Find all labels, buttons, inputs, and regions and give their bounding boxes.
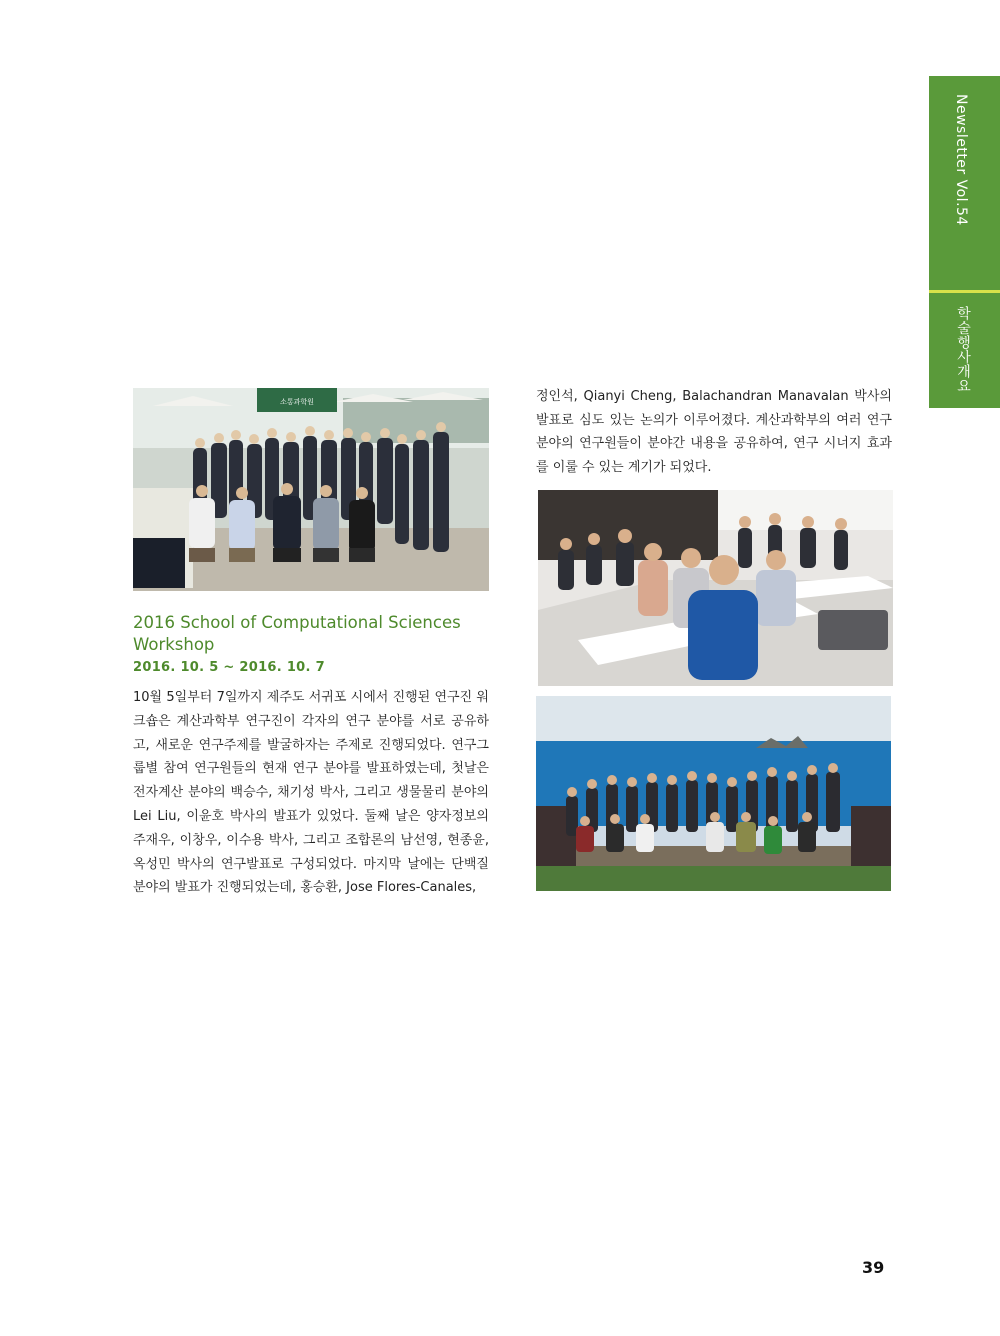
side-tab [929, 76, 1000, 408]
photo-lecture [538, 490, 893, 686]
side-tab-divider [929, 290, 1000, 293]
section-label: 학술행사개요 [955, 306, 971, 393]
newsletter-volume: Newsletter Vol.54 [953, 94, 969, 226]
article-title: 2016 School of Computational Sciences Workshop [133, 613, 461, 654]
article-body-left: 10월 5일부터 7일까지 제주도 서귀포 시에서 진행된 연구진 워크숍은 계산과학부 연구진이 각자의 연구 분야를 서로 공유하고, 새로운 연구주제를 발굴하자는 주제로 진행되었다. 연구그룹별 참여 연구원들의 현재 연구 분야를 발표하였는데, 첫날은 전자계산 분야의 백승수, 채기성 박사, 그리고 생물물리 분야의 Lei Liu, 이윤호 박사의 발표가 있었다. 둘째 날은 양자정보의 주재우, 이창우, 이수용 박사, 그리고 조합론의 남선영, 현종윤, 옥성민 박사의 연구발표로 구성되었다. 마지막 날에는 단백질 분야의 발표가 진행되었는데, 홍승환, Jose Flores-Canales, [133, 690, 489, 896]
indoor-banner-text: 소통과학원 [280, 398, 314, 406]
article-dates: 2016. 10. 5 ~ 2016. 10. 7 [133, 660, 325, 675]
photo-group-indoor [133, 388, 489, 591]
page-number: 39 [862, 1258, 885, 1277]
photo-seaside [536, 696, 891, 891]
article-body-right: 정인석, Qianyi Cheng, Balachandran Manavalan 박사의 발표로 심도 있는 논의가 이루어졌다. 계산과학부의 여러 연구 분야의 연구원들이 분야간 내용을 공유하여, 연구 시너지 효과를 이룰 수 있는 계기가 되었다. [536, 389, 892, 475]
